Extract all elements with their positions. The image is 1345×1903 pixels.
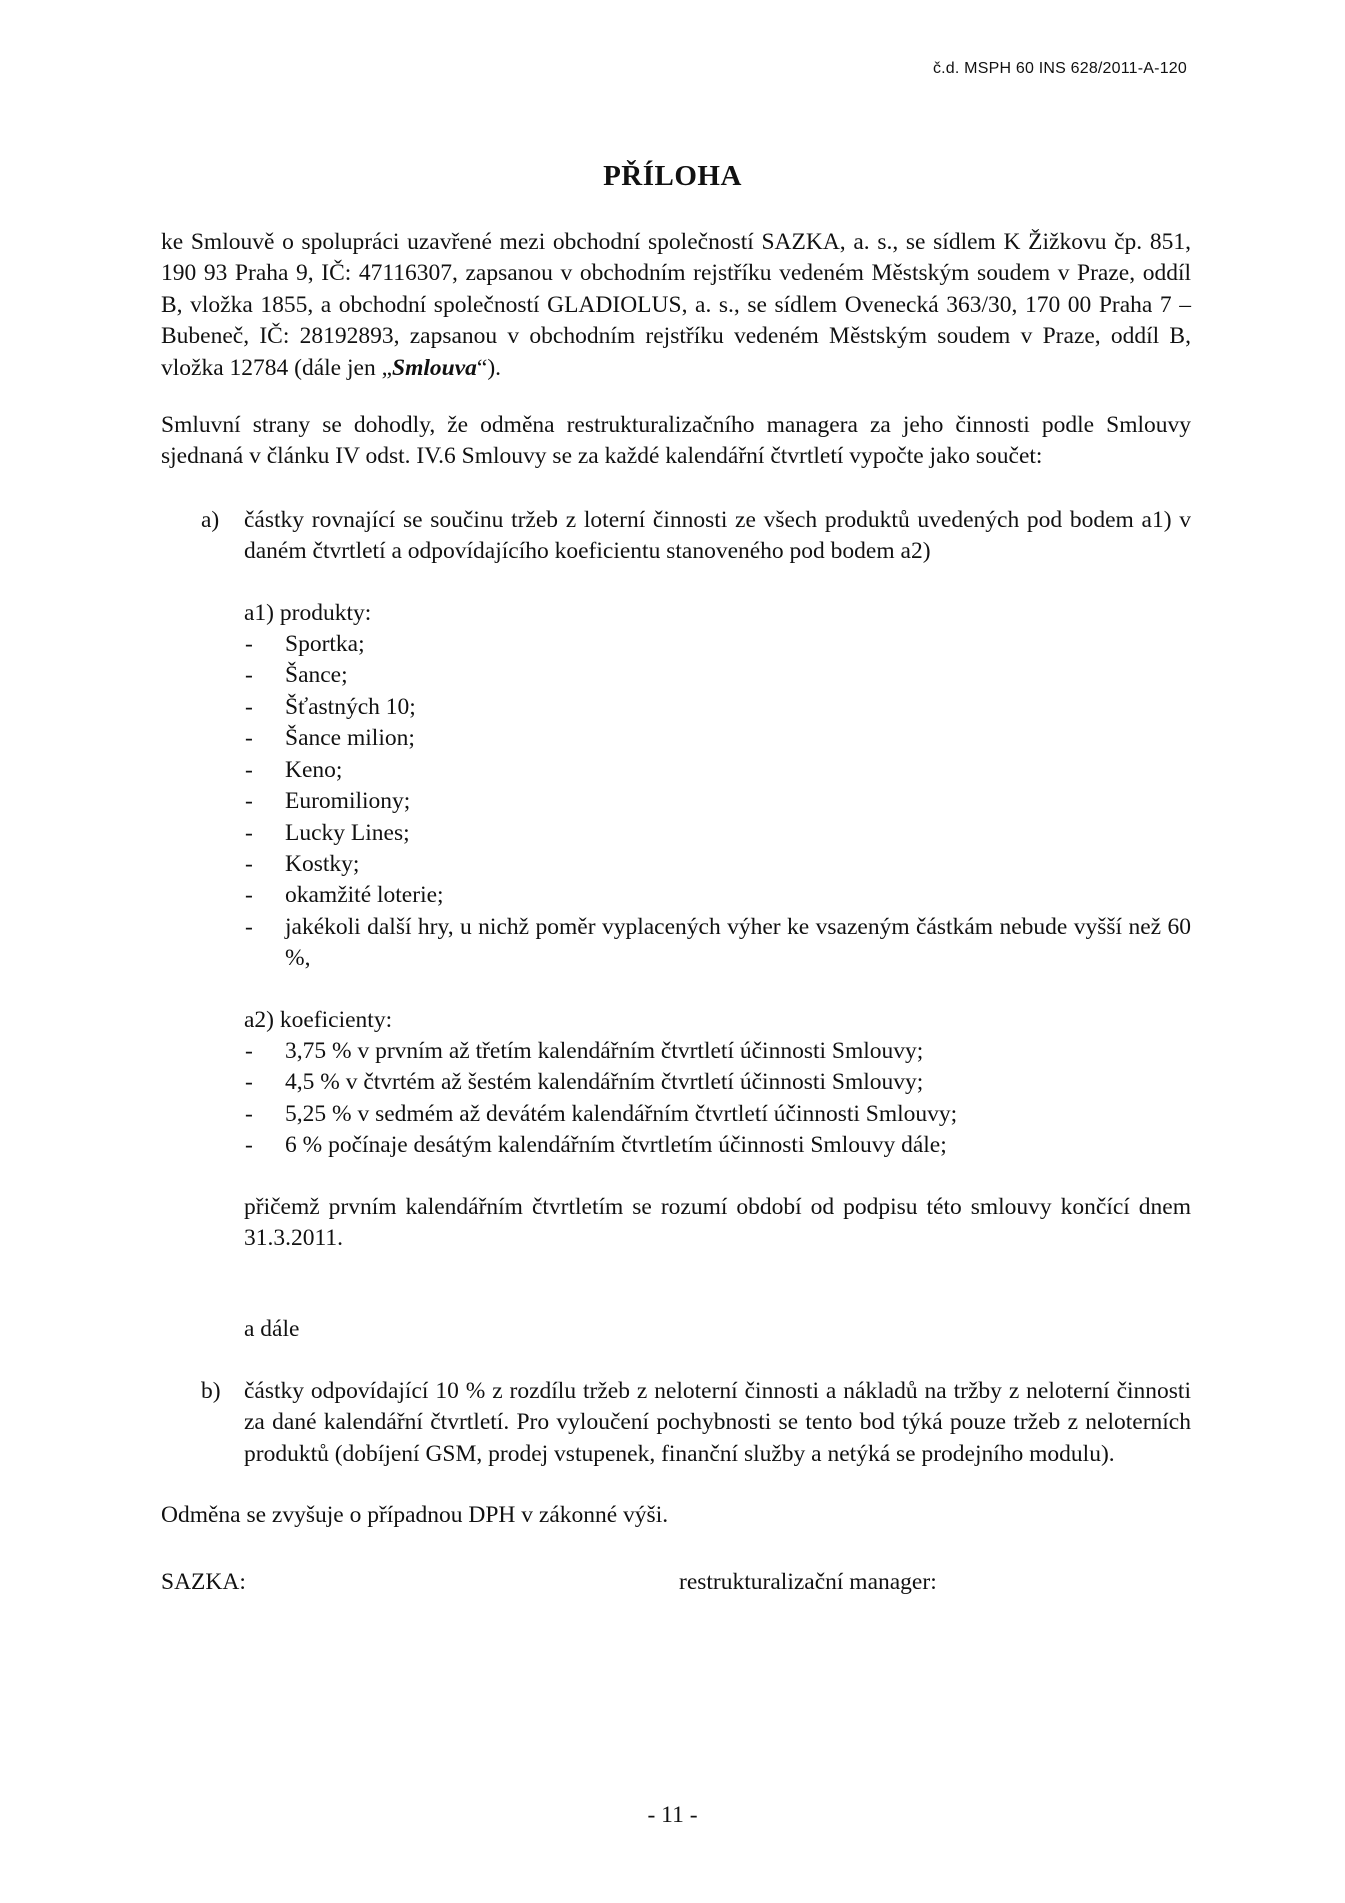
a2-heading: a2) koeficienty: [244,1006,393,1033]
list-item [244,692,1191,723]
list-item [244,786,1191,817]
signature-block [161,1567,1191,1599]
spacer [244,1254,1191,1314]
spacer [244,1162,1191,1192]
product-item: Kostky; [285,850,360,877]
signature-sazka: SAZKA: [161,1569,246,1596]
list-item [244,1099,1191,1130]
a1-products-section [161,598,1191,1346]
vat-note: Odměna se zvyšuje o případnou DPH v zákonné výši. [161,1502,669,1528]
first-quarter-note: přičemž prvním kalendářním čtvrtletím se rozumí období od podpisu této smlouvy končící dnem 31.3.2011. [244,1193,1191,1251]
list-item [244,629,1191,660]
spacer [161,1346,1191,1376]
document-body [161,227,1191,1599]
coefficient-item: 4,5 % v čtvrtém až šestém kalendářním čtvrtletí účinnosti Smlouvy; [285,1069,924,1096]
signature-manager: restrukturalizační manager: [679,1569,937,1596]
list-item [244,755,1191,786]
list-dash: - [245,1100,253,1127]
connector-text: a dále [244,1316,300,1343]
list-dash: - [245,725,253,752]
list-dash: - [245,882,253,909]
document-reference: č.d. MSPH 60 INS 628/2011-A-120 [932,60,1187,77]
list-dash: - [245,1132,253,1159]
item-b [161,1376,1191,1470]
list-item [244,849,1191,880]
list-dash: - [245,1037,253,1064]
product-item: Šance; [285,662,348,689]
list-item [244,1067,1191,1098]
product-item: Lucky Lines; [285,819,410,846]
item-a-text: částky rovnající se součinu tržeb z loterní činnosti ze všech produktů uvedených pod bodem a1) v daném čtvrtletí a odpovídajícího koeficientu stanoveného pod bodem a2) [244,506,1191,565]
page-number: - 11 - [647,1802,698,1828]
list-item [244,912,1191,975]
list-dash: - [245,788,253,815]
list-item [244,1036,1191,1067]
product-item: Euromiliony; [285,788,411,815]
item-b-label: b) [201,1377,221,1404]
product-item: Šance milion; [285,725,415,752]
intro-text: ke Smlouvě o spolupráci uzavřené mezi obchodní společností SAZKA, a. s., se sídlem K Žižkovu čp. 851, 190 93 Praha 9, IČ: 47116307, zapsanou v obchodním rejstříku vedeném Městským soudem v Praze, oddíl B, vložka 1855, a obchodní společností GLADIOLUS, a. s., se sídlem Ovenecká 363/30, 170 00 Praha 7 – Bubeneč, IČ: 28192893, zapsanou v obchodním rejstříku vedeném Městským soudem v Praze, oddíl B, vložka 12784 (dále jen [161,229,1191,381]
product-item: jakékoli další hry, u nichž poměr vyplacených výher ke vsazeným částkám nebude vyšší než 60 %, [285,913,1191,972]
list-dash: - [245,913,253,940]
coefficients-list [244,1036,1191,1162]
list-item [244,660,1191,691]
list-dash: - [245,631,253,658]
list-item [244,723,1191,754]
spacer [244,975,1191,1005]
coefficient-item: 5,25 % v sedmém až devátém kalendářním čtvrtletí účinnosti Smlouvy; [285,1100,958,1127]
page-title: PŘÍLOHA [603,160,742,192]
defined-term: Smlouva [392,354,477,381]
list-item [244,818,1191,849]
list-dash: - [245,662,253,689]
list-item [244,880,1191,911]
list-item [244,1130,1191,1161]
calculation-paragraph: Smluvní strany se dohodly, že odměna restrukturalizačního managera za jeho činnosti podle Smlouvy sjednaná v článku IV odst. IV.6 Smlouvy se za každé kalendářní čtvrtletí vypočte jako součet: [161,412,1191,470]
list-dash: - [245,693,253,720]
product-item: Sportka; [285,631,365,658]
intro-paragraph [161,227,1191,384]
list-dash: - [245,756,253,783]
item-b-text: částky odpovídající 10 % z rozdílu tržeb z neloterní činnosti a nákladů na tržby z neloterní činnosti za dané kalendářní čtvrtletí. Pro vyloučení pochybnosti se tento bod týká pouze tržeb z neloterních produktů (dobíjení GSM, prodej vstupenek, finanční služby a netýká se prodejního modulu). [244,1377,1191,1467]
list-dash: - [245,819,253,846]
item-a-label: a) [201,506,220,533]
quote-close: “). [476,354,502,381]
quote-open: „ [381,354,393,381]
a1-heading: a1) produkty: [244,599,372,626]
list-dash: - [245,1069,253,1096]
products-list [244,629,1191,974]
coefficient-item: 6 % počínaje desátým kalendářním čtvrtletím účinnosti Smlouvy dále; [285,1132,947,1159]
list-dash: - [245,850,253,877]
coefficient-item: 3,75 % v prvním až třetím kalendářním čtvrtletí účinnosti Smlouvy; [285,1037,924,1064]
product-item: Šťastných 10; [285,693,416,720]
product-item: Keno; [285,756,343,783]
product-item: okamžité loterie; [285,882,444,909]
item-a [161,505,1191,568]
